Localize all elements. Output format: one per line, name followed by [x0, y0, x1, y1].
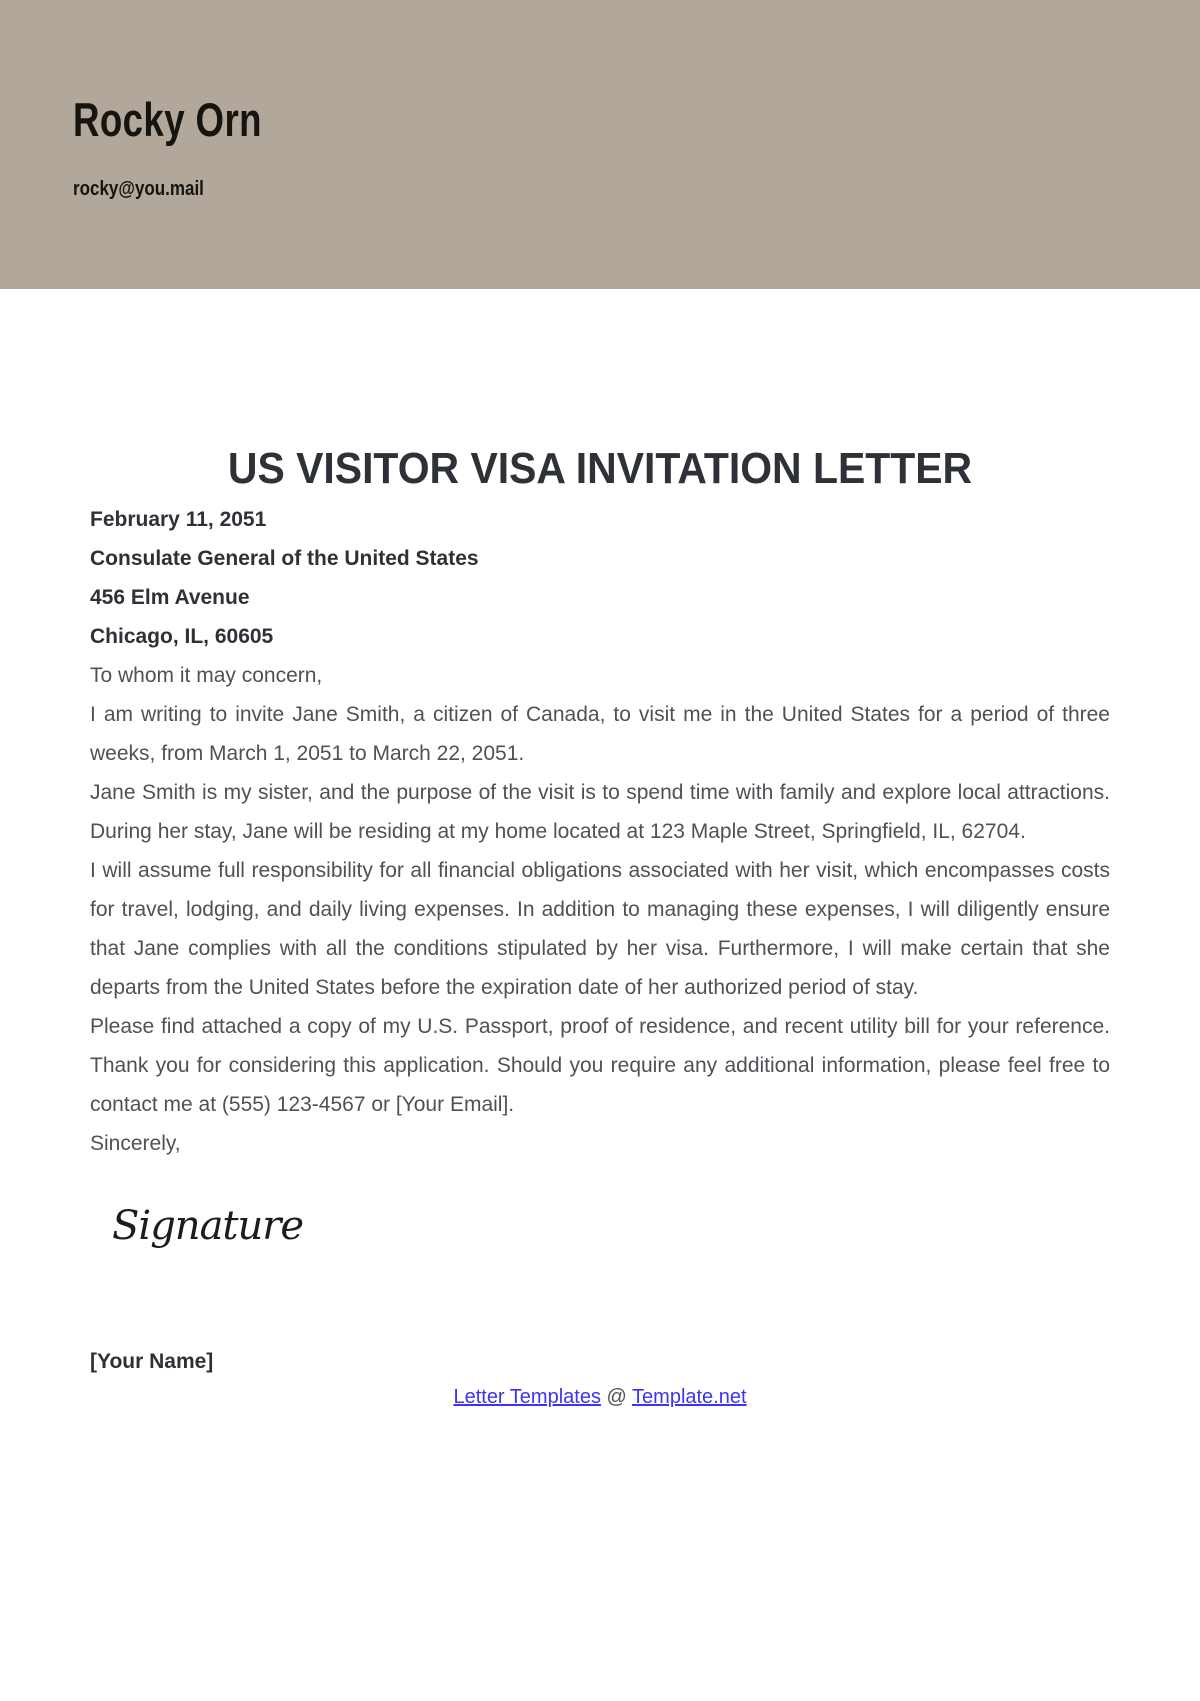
letter-date: February 11, 2051: [90, 508, 267, 531]
recipient-line: 456 Elm Avenue: [90, 586, 250, 609]
closing: Sincerely,: [90, 1132, 181, 1155]
letter-templates-link[interactable]: Letter Templates: [453, 1386, 601, 1408]
paragraph-responsibility: I will assume full responsibility for all financial obligations associated with her visit, which encompasses costs for travel, lodging, and daily living expenses. In addition to managing these expenses, I will diligently ensure that Jane complies with all the conditions stipulated by her visa. Furthermore, I will make certain that she departs from the United States before the expiration date of her authorized period of stay.: [90, 859, 1110, 999]
paragraph-invitation: I am writing to invite Jane Smith, a citizen of Canada, to visit me in the United States for a period of three weeks, from March 1, 2051 to March 22, 2051.: [90, 703, 1110, 765]
letterhead: [0, 0, 1200, 289]
signature-block: [112, 1200, 1110, 1252]
sender-email: rocky@you.mail: [73, 178, 204, 200]
footer-separator: @: [606, 1386, 627, 1408]
template-net-link[interactable]: Template.net: [632, 1386, 747, 1408]
date-address-block: [90, 500, 1110, 656]
sender-name: Rocky Orn: [73, 93, 262, 146]
footer: [0, 1383, 1200, 1411]
letter-title: US VISITOR VISA INVITATION LETTER: [227, 444, 973, 493]
salutation: To whom it may concern,: [90, 664, 323, 687]
paragraph-attachments: Please find attached a copy of my U.S. Passport, proof of residence, and recent utility bill for your reference. Thank you for considering this application. Should you require any additional information, please feel free to contact me at (555) 123-4567 or [Your Email].: [90, 1015, 1110, 1116]
letter-body: [0, 444, 1200, 1381]
recipient-line: Consulate General of the United States: [90, 547, 479, 570]
signer-name: [Your Name]: [90, 1350, 214, 1373]
signature-script: Signature: [112, 1203, 304, 1249]
paragraph-relationship: Jane Smith is my sister, and the purpose of the visit is to spend time with family and explore local attractions. During her stay, Jane will be residing at my home located at 123 Maple Street, Springfield, IL, 62704.: [90, 781, 1110, 843]
recipient-line: Chicago, IL, 60605: [90, 625, 274, 648]
